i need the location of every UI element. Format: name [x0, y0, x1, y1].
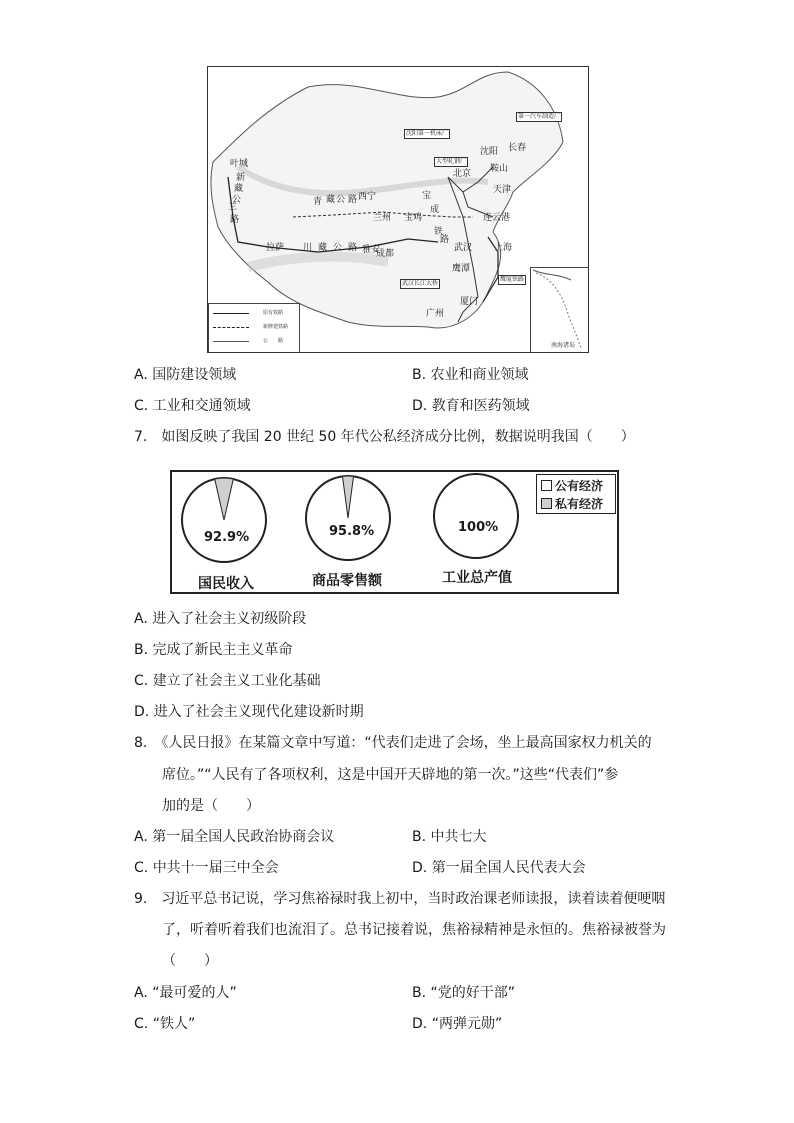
q6-option-c[interactable]: [134, 396, 251, 416]
legend-item-private: [541, 495, 603, 512]
q7-option-c[interactable]: [134, 671, 321, 691]
road-label: 藏: [234, 184, 244, 194]
road-label: 路: [230, 215, 240, 225]
city-label: 沈阳: [480, 147, 499, 157]
pie-title: 商品零售额: [312, 573, 382, 589]
q6-option-b[interactable]: [412, 365, 529, 385]
option-text: 第一届全国人民代表大会: [431, 860, 586, 876]
city-label: 兰州: [373, 213, 392, 223]
road-label: 路: [440, 235, 450, 245]
legend-label: 公有经济: [555, 479, 604, 493]
option-key: B.: [412, 829, 427, 845]
option-text: 教育和医药领域: [431, 398, 530, 414]
boxed-label: 沈阳第一机床厂: [406, 130, 449, 137]
q7-stem: 7. 如图反映了我国 20 世纪 50 年代公私经济成分比例，数据说明我国（ ）: [134, 429, 635, 445]
option-key: C.: [134, 398, 149, 414]
option-text: “党的好干部”: [430, 985, 516, 1001]
boxed-label: 第一汽车制造厂: [518, 113, 561, 120]
q8-option-a[interactable]: [134, 827, 334, 847]
legend-label: 原有铁路: [263, 310, 284, 316]
city-label: 叶城: [230, 159, 249, 169]
option-text: 国防建设领域: [152, 367, 237, 383]
option-key: D.: [412, 1016, 428, 1032]
road-label: 铁: [434, 227, 444, 237]
option-text: 完成了新民主主义革命: [152, 642, 293, 658]
legend-label: 私有经济: [555, 497, 604, 511]
q8-option-b[interactable]: [412, 827, 487, 847]
city-label: 西宁: [358, 192, 377, 202]
q9-option-a[interactable]: [134, 983, 237, 1003]
city-label: 成都: [376, 249, 395, 259]
city-label: 长春: [508, 143, 527, 153]
city-label: 武汉: [454, 243, 473, 253]
option-key: A.: [134, 985, 148, 1001]
pie-title: 工业总产值: [442, 570, 512, 586]
q9-option-d[interactable]: [412, 1014, 502, 1034]
option-text: “最可爱的人”: [152, 985, 237, 1001]
pie-public-slice: [434, 474, 518, 558]
option-text: 第一届全国人民政治协商会议: [152, 829, 335, 845]
option-text: “铁人”: [152, 1016, 196, 1032]
option-text: 农业和商业领域: [430, 367, 529, 383]
q8-stem-line-1: 8. 《人民日报》在某篇文章中写道：“代表们走进了会场，坐上最高国家权力机关的: [134, 735, 652, 751]
q6-option-a[interactable]: [134, 365, 236, 385]
option-key: D.: [412, 860, 428, 876]
q9-stem-line-3: （ ）: [162, 953, 218, 969]
inset-label: 南海诸岛: [551, 342, 576, 349]
option-key: B.: [134, 642, 149, 658]
option-key: A.: [134, 829, 148, 845]
legend-item-public: [541, 477, 603, 494]
city-label: 连云港: [483, 213, 511, 223]
q9-option-c[interactable]: [134, 1014, 195, 1034]
q6-option-d[interactable]: [412, 396, 530, 416]
city-label: 天津: [493, 185, 512, 195]
option-text: 进入了社会主义初级阶段: [152, 611, 307, 627]
city-label: 厦门: [460, 297, 479, 307]
boxed-label: 鹰厦铁路: [500, 276, 525, 283]
city-label: 广州: [426, 309, 445, 319]
city-label: 鹰潭: [452, 264, 471, 274]
boxed-label: 大型轧钢厂: [436, 158, 467, 165]
city-label: 宝鸡: [404, 213, 423, 223]
option-key: B.: [412, 367, 427, 383]
pie-value-label: 92.9%: [204, 530, 250, 545]
road-label: 公: [336, 195, 346, 205]
option-text: 中共十一届三中全会: [152, 860, 279, 876]
city-label: 上海: [494, 243, 513, 253]
q7-option-d[interactable]: [134, 702, 364, 722]
q8-option-c[interactable]: [134, 858, 279, 878]
road-label: 新: [236, 173, 246, 183]
q9-stem-line-1: 9. 习近平总书记说，学习焦裕禄时我上初中，当时政治课老师读报，读着读着便哽咽: [134, 891, 666, 907]
q8-option-d[interactable]: [412, 858, 586, 878]
city-label: 雅安: [362, 245, 381, 255]
railway-map-figure: [207, 66, 589, 353]
legend-row: [213, 336, 297, 346]
pie-title: 国民收入: [198, 576, 254, 592]
city-label: 拉萨: [266, 243, 285, 253]
option-text: 进入了社会主义现代化建设新时期: [153, 704, 364, 720]
legend-label: 公 路: [263, 338, 284, 344]
option-key: D.: [412, 398, 428, 414]
option-key: C.: [134, 673, 149, 689]
q8-stem-line-2: 席位。”“人民有了各项权利，这是中国开天辟地的第一次。”这些“代表们”参: [162, 767, 619, 783]
legend-label: 新修建铁路: [263, 324, 289, 330]
road-label: 宝: [422, 191, 432, 201]
pie-value-label: 95.8%: [329, 524, 375, 539]
q7-pie-chart-figure: [170, 470, 619, 594]
option-key: C.: [134, 860, 149, 876]
road-label: 路: [348, 195, 358, 205]
q8-stem-line-3: 加的是（ ）: [162, 798, 260, 814]
boxed-label: 武汉长江大桥: [402, 280, 439, 287]
option-key: C.: [134, 1016, 149, 1032]
option-text: 建立了社会主义工业化基础: [152, 673, 321, 689]
option-text: 工业和交通领域: [152, 398, 251, 414]
city-label: 川: [303, 243, 313, 253]
option-key: A.: [134, 367, 148, 383]
south-china-sea-inset: [530, 267, 589, 353]
road-label: 公: [232, 195, 242, 205]
square-icon: [541, 480, 552, 491]
q9-stem-line-2: 了，听着听着我们也流泪了。总书记接着说，焦裕禄精神是永恒的。焦裕禄被誉为: [162, 922, 666, 938]
city-label: 藏: [318, 243, 328, 253]
map-legend: [208, 303, 300, 353]
city-label: 兰: [228, 202, 238, 212]
square-icon: [541, 498, 552, 509]
legend-row: [213, 322, 297, 332]
city-label: 北京: [453, 169, 472, 179]
city-label: 公: [333, 243, 343, 253]
q7-option-b[interactable]: [134, 640, 293, 660]
road-label: 青: [313, 197, 323, 207]
option-key: D.: [134, 704, 150, 720]
pie-legend: [536, 474, 616, 514]
road-label: 藏: [326, 195, 336, 205]
legend-row: [213, 308, 297, 318]
city-label: 鞍山: [490, 164, 509, 174]
option-text: 中共七大: [430, 829, 487, 845]
option-text: “两弹元勋”: [431, 1016, 503, 1032]
road-label: 成: [430, 205, 440, 215]
q9-option-b[interactable]: [412, 983, 515, 1003]
option-key: A.: [134, 611, 148, 627]
city-label: 路: [348, 243, 358, 253]
q7-option-a[interactable]: [134, 609, 306, 629]
pie-value-label: 100%: [458, 520, 499, 535]
option-key: B.: [412, 985, 427, 1001]
